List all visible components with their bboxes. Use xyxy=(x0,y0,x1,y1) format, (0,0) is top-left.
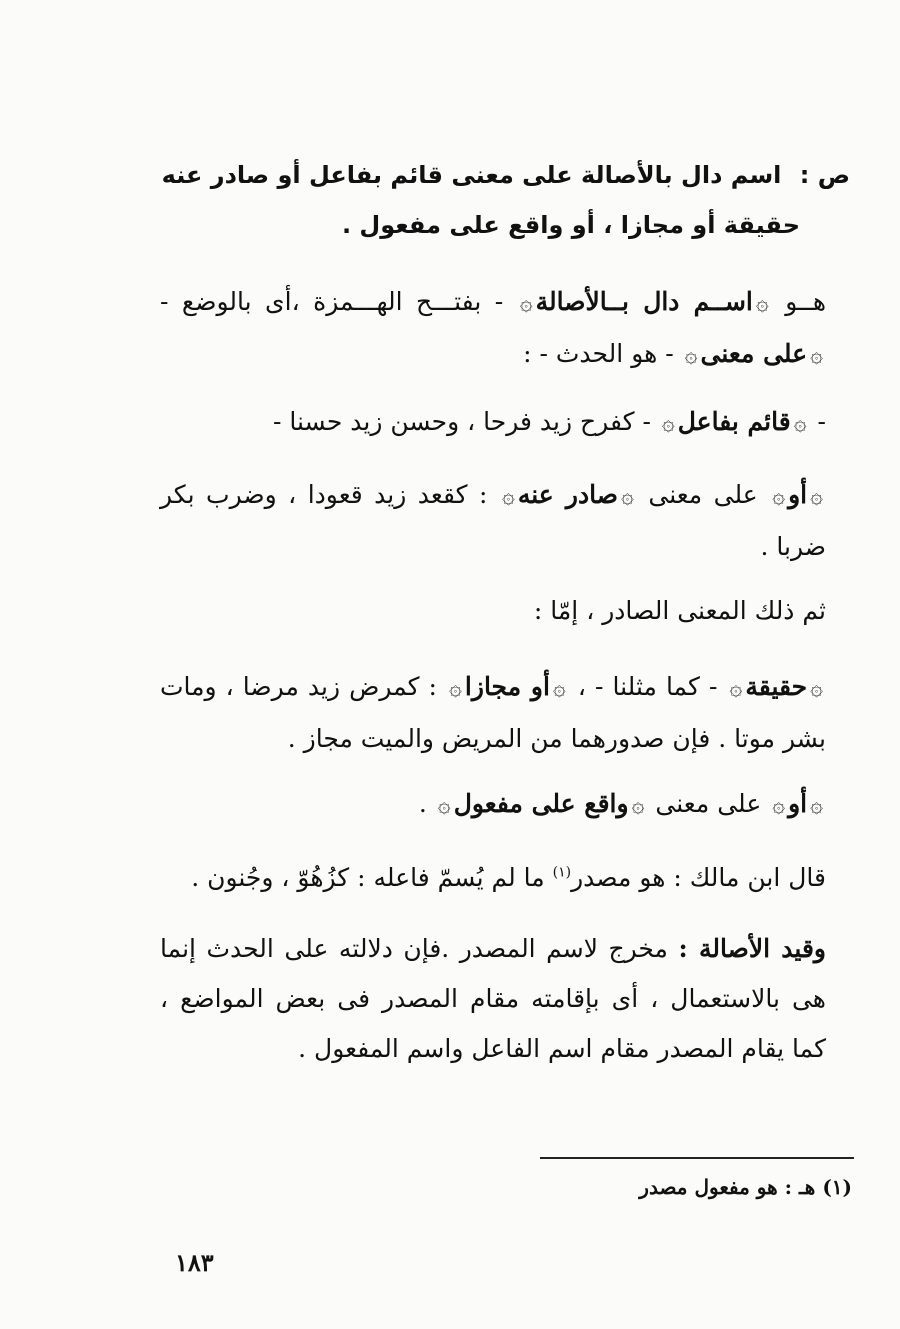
ornament-icon: ۞ xyxy=(810,793,823,818)
quoted-text: اســم دال بــالأصالة xyxy=(535,287,753,316)
quoted-text: صادر عنه xyxy=(517,480,618,509)
quoted-text: حقيقة xyxy=(745,672,808,701)
quoted-text: أو مجازا xyxy=(464,672,550,701)
sharh-paragraph-1: هــو ۞اســم دال بــالأصالة۞ - بفتـــح الهـــمزة ،أى بالوضع - ۞على معنى۞ - هو الحدث - : xyxy=(160,287,827,368)
ornament-icon: ۞ xyxy=(552,676,566,701)
ornament-icon: ۞ xyxy=(661,411,675,436)
quoted-text: أو xyxy=(788,789,808,818)
ornament-icon: ۞ xyxy=(437,793,451,818)
sharh-paragraph-6: ۞أو۞ على معنى ۞واقع على مفعول۞ . xyxy=(160,779,850,831)
ornament-icon: ۞ xyxy=(684,343,698,368)
ornament-icon: ۞ xyxy=(449,676,462,701)
ornament-icon: ۞ xyxy=(810,484,823,509)
ornament-icon: ۞ xyxy=(501,484,515,509)
ornament-icon: ۞ xyxy=(755,291,769,316)
footnote-divider xyxy=(540,1157,854,1159)
ornament-icon: ۞ xyxy=(620,484,634,509)
quoted-text: واقع على مفعول xyxy=(453,789,629,818)
ornament-icon: ۞ xyxy=(631,793,645,818)
ornament-icon: ۞ xyxy=(810,676,823,701)
sharh-paragraph-7: قال ابن مالك : هو مصدر$^{(١)}$ ما لم يُسمّ فاعله : كزُهُوّ ، وجُنون . xyxy=(191,863,826,892)
sharh-paragraph-5: ۞حقيقة۞ - كما مثلنا - ، ۞أو مجازا۞ : كمرض زيد مرضا ، ومات بشر موتا . فإن صدورهما من المريض والميت مجاز . xyxy=(160,672,826,753)
sharh-paragraph-8: وقيد الأصالة : مخرج لاسم المصدر .فإن دلالته على الحدث إنما هى بالاستعمال ، أى بإقامته مقام المصدر فى بعض المواضع ، كما يقام المصدر مقام اسم الفاعل واسم المفعول . xyxy=(160,934,826,1063)
footnote-marker: (١) xyxy=(552,864,572,881)
ornament-icon: ۞ xyxy=(772,484,786,509)
page-number: ١٨٣ xyxy=(175,1248,214,1277)
quoted-text: قائم بفاعل xyxy=(677,407,791,436)
ornament-icon: ۞ xyxy=(810,343,823,368)
ornament-icon: ۞ xyxy=(519,291,533,316)
matn-text xyxy=(160,150,850,250)
footnote: (١) هـ : هو مفعول مصدر xyxy=(639,1175,852,1199)
matn-line-1: اسم دال بالأصالة على معنى قائم بفاعل أو صادر عنه xyxy=(161,161,782,189)
quoted-text: أو xyxy=(788,480,808,509)
ornament-icon: ۞ xyxy=(729,676,743,701)
sharh-paragraph-2: - ۞قائم بفاعل۞ - كفرح زيد فرحا ، وحسن زيد حسنا - xyxy=(272,407,826,436)
ornament-icon: ۞ xyxy=(772,793,786,818)
quoted-text: على معنى xyxy=(700,339,808,368)
quoted-text: وقيد الأصالة : xyxy=(678,934,826,963)
matn-line-2: حقيقة أو مجازا ، أو واقع على مفعول . xyxy=(341,211,800,239)
ornament-icon: ۞ xyxy=(793,411,807,436)
sharh-paragraph-3: ۞أو۞ على معنى ۞صادر عنه۞ : كقعد زيد قعودا ، وضرب بكر ضربا . xyxy=(160,480,826,561)
sharh-paragraph-4: ثم ذلك المعنى الصادر ، إمّا : xyxy=(533,596,826,625)
matn-label: ص : xyxy=(799,161,850,189)
